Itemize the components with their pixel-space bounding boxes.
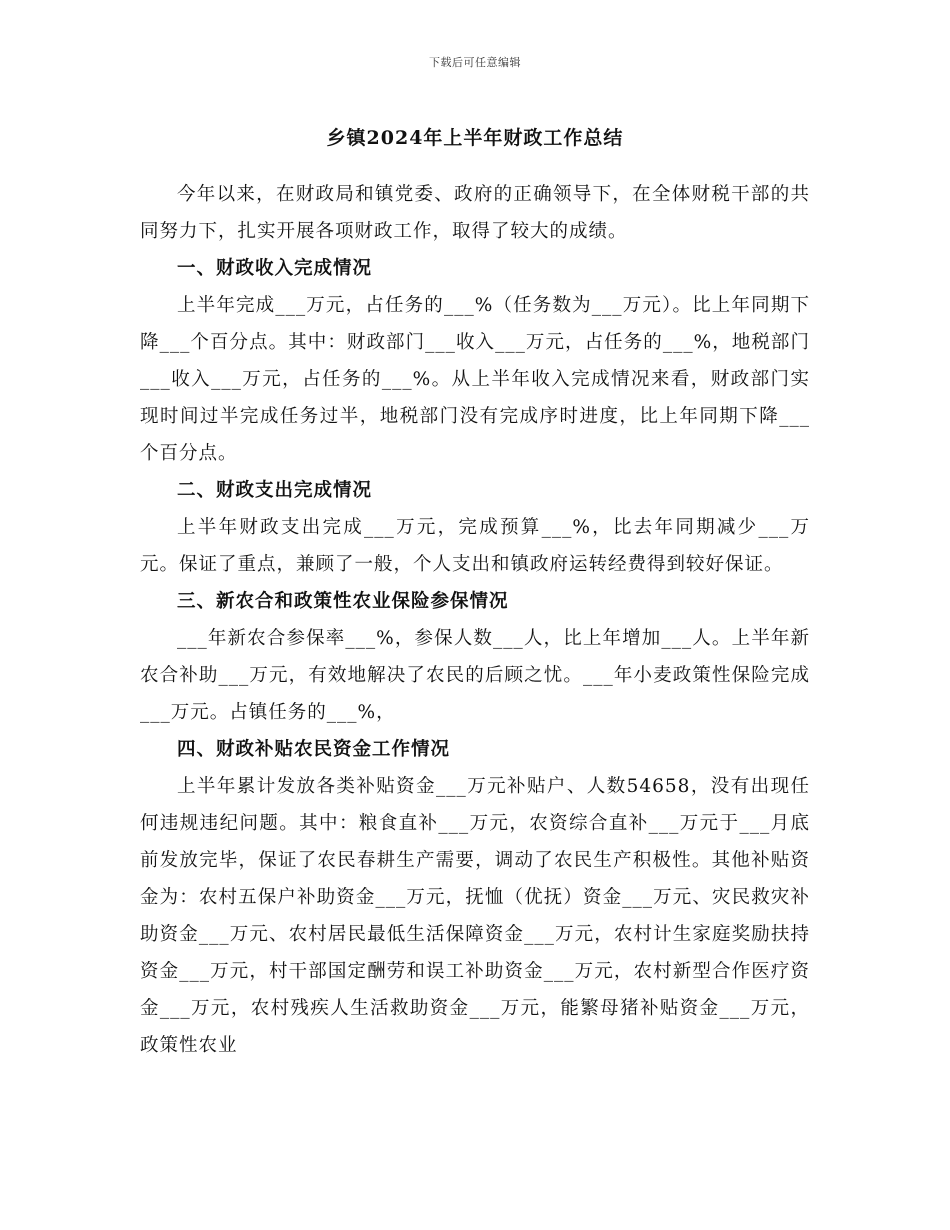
intro-paragraph: 今年以来，在财政局和镇党委、政府的正确领导下，在全体财税干部的共同努力下，扎实开展各项财政工作，取得了较大的成绩。 — [140, 184, 810, 242]
section-heading-1: 一、财政收入完成情况 — [177, 258, 373, 279]
section-body-3: ___年新农合参保率___%，参保人数___人，比上年增加___人。上半年新农合补助___万元，有效地解决了农民的后顾之忧。___年小麦政策性保险完成___万元。占镇任务的___%， — [140, 628, 810, 723]
document-body — [140, 120, 810, 1064]
section-heading-3: 三、新农合和政策性农业保险参保情况 — [177, 591, 509, 612]
document-title: 乡镇2024年上半年财政工作总结 — [326, 127, 624, 149]
section-body-4: 上半年累计发放各类补贴资金___万元补贴户、人数54658，没有出现任何违规违纪问题。其中：粮食直补___万元，农资综合直补___万元于___月底前发放完毕，保证了农民春耕生产需要，调动了农民生产积极性。其他补贴资金为：农村五保户补助资金___万元，抚恤（优抚）资金___万元、灾民救灾补助资金___万元、农村居民最低生活保障资金___万元，农村计生家庭奖励扶持资金___万元，村干部国定酬劳和误工补助资金___万元，农村新型合作医疗资金___万元，农村残疾人生活救助资金___万元，能繁母猪补贴资金___万元，政策性农业 — [140, 776, 810, 1056]
section-body-2: 上半年财政支出完成___万元，完成预算___%，比去年同期减少___万元。保证了重点，兼顾了一般，个人支出和镇政府运转经费得到较好保证。 — [140, 517, 810, 575]
header-note: 下载后可任意编辑 — [429, 56, 521, 69]
section-heading-4: 四、财政补贴农民资金工作情况 — [177, 739, 451, 760]
section-body-1: 上半年完成___万元，占任务的___%（任务数为___万元）。比上年同期下降___个百分点。其中：财政部门___收入___万元，占任务的___%，地税部门___收入___万元，占任务的___%。从上半年收入完成情况来看，财政部门实现时间过半完成任务过半，地税部门没有完成序时进度，比上年同期下降___个百分点。 — [140, 295, 810, 464]
section-heading-2: 二、财政支出完成情况 — [177, 480, 373, 501]
